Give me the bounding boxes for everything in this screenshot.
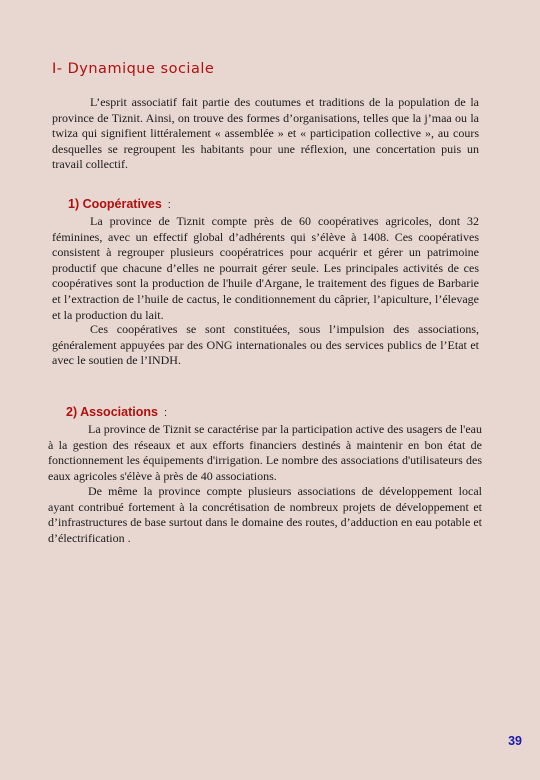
associations-heading-text: 2) Associations: [66, 405, 158, 419]
associations-paragraph-2: De même la province compte plusieurs associations de développement local ayant contribué fortement à la concrétisation de nombreux projets de développement et d’infrastructures de base surtout dans le domaine des routes, d’adduction en eau potable et d’électrification .: [48, 484, 482, 545]
cooperatives-heading: [68, 197, 171, 211]
intro-paragraph: L’esprit associatif fait partie des coutumes et traditions de la population de la province de Tiznit. Ainsi, on trouve des formes d’organisations, telles que la j’maa ou la twiza qui signifient littéralement « assemblée » et « participation collective », au cours desquelles se regroupent les habitants pour une réflexion, une concertation puis un travail collectif.: [52, 95, 479, 172]
page-number: 39: [508, 734, 522, 748]
associations-heading: [66, 405, 167, 419]
associations-paragraph-1: La province de Tiznit se caractérise par la participation active des usagers de l'eau à la gestion des réseaux et aux efforts financiers destinés à maintenir en bon état de fonctionnement les équipements d'irrigation. Le nombre des associations d'utilisateurs des eaux agricoles s'élève à près de 40 associations.: [48, 422, 482, 483]
section-title: I- Dynamique sociale: [52, 61, 215, 77]
cooperatives-heading-text: 1) Coopératives: [68, 197, 162, 211]
cooperatives-paragraph-1: La province de Tiznit compte près de 60 coopératives agricoles, dont 32 féminines, avec un effectif global d’adhérents qui s’élève à 1408. Ces coopératives consistent à regrouper plusieurs coopératrices pour acquérir et gérer un patrimoine productif que chacune d’elles ne pourrait gérer seule. Les principales activités de ces coopératives sont la production de l'huile d'Argane, le traitement des figues de Barbarie et l’extraction de l’huile de cactus, le conditionnement du câprier, l’apiculture, l’élevage et la production du lait.: [52, 214, 479, 322]
associations-heading-colon: :: [163, 407, 167, 419]
cooperatives-paragraph-2: Ces coopératives se sont constituées, sous l’impulsion des associations, généralement appuyées par des ONG internationales ou des services publics de l’Etat et avec le soutien de l’INDH.: [52, 322, 479, 368]
cooperatives-heading-colon: :: [167, 199, 171, 211]
